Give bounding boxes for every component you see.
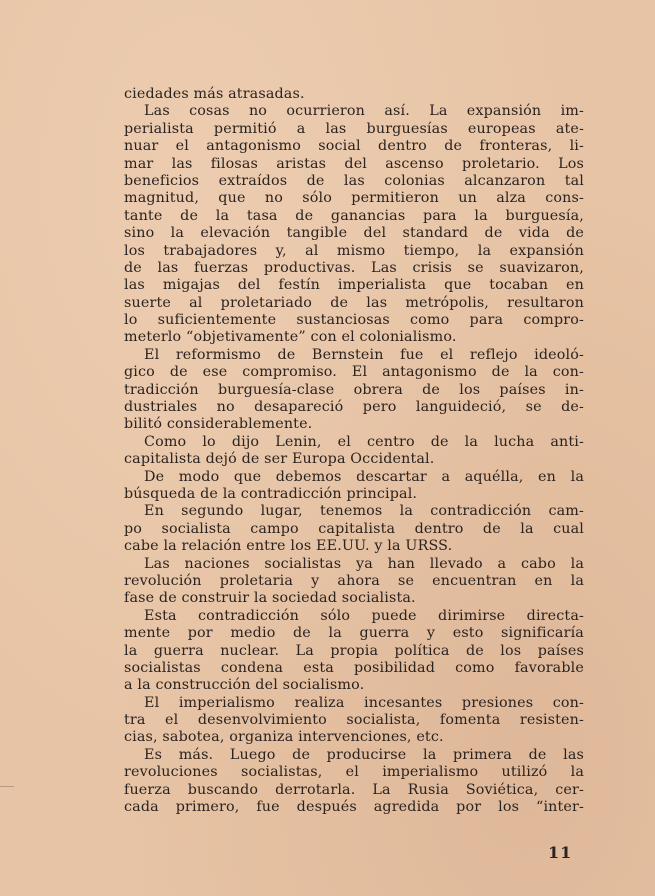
text-line: ciedades más atrasadas. (124, 86, 305, 102)
text-line: dustriales no desapareció pero languideció, se de- (124, 399, 584, 416)
body-text (124, 86, 584, 816)
text-line: Esta contradicción sólo puede dirimirse directa- (144, 607, 584, 624)
text-line: Las cosas no ocurrieron así. La expansión im- (144, 103, 584, 120)
text-line: las migajas del festín imperialista que tocaban en (124, 277, 584, 294)
text-line: suerte al proletariado de las metrópolis, resultaron (124, 294, 584, 311)
text-line: socialistas condena esta posibilidad como favorable (124, 659, 584, 676)
text-line: El imperialismo realiza incesantes presiones con- (144, 694, 584, 711)
text-line: El reformismo de Bernstein fue el reflejo ideoló- (144, 346, 584, 363)
text-line: Como lo dijo Lenin, el centro de la lucha anti- (144, 433, 584, 450)
text-line: de las fuerzas productivas. Las crisis se suavizaron, (124, 259, 584, 276)
text-line: nuar el antagonismo social dentro de fronteras, li- (124, 138, 584, 155)
text-line: De modo que debemos descartar a aquélla, en la (144, 468, 584, 485)
text-line: los trabajadores y, al mismo tiempo, la expansión (124, 242, 584, 259)
text-line: cada primero, fue después agredida por los “inter- (124, 799, 584, 816)
text-line: Las naciones socialistas ya han llevado a cabo la (144, 555, 584, 572)
text-line: a la construcción del socialismo. (124, 677, 365, 694)
text-line: sino la elevación tangible del standard de vida de (124, 225, 584, 242)
text-line: fuerza buscando derrotarla. La Rusia Soviética, cer- (124, 781, 584, 798)
text-line: revolución proletaria y ahora se encuentran en la (124, 572, 584, 589)
text-line: revoluciones socialistas, el imperialismo utilizó la (124, 764, 584, 781)
text-line: búsqueda de la contradicción principal. (124, 485, 418, 502)
text-line: cias, sabotea, organiza intervenciones, etc. (124, 729, 444, 746)
text-line: capitalista dejó de ser Europa Occidental. (124, 451, 435, 468)
text-line: Es más. Luego de producirse la primera de las (144, 746, 584, 763)
text-line: meterlo “objetivamente” con el colonialismo. (124, 329, 457, 346)
text-line: la guerra nuclear. La propia política de los países (124, 642, 584, 659)
text-line: cabe la relación entre los EE.UU. y la URSS. (124, 538, 453, 555)
page-number: 11 (548, 843, 573, 862)
text-line: tra el desenvolvimiento socialista, fomenta resisten- (124, 712, 584, 729)
text-line: lo suficientemente sustanciosas como para compro- (124, 312, 584, 329)
text-line: beneficios extraídos de las colonias alcanzaron tal (124, 172, 584, 189)
text-line: bilitó considerablemente. (124, 416, 313, 433)
text-line: En segundo lugar, tenemos la contradicción cam- (144, 503, 584, 520)
text-line: magnitud, que no sólo permitieron un alza cons- (124, 190, 584, 207)
text-line: perialista permitió a las burguesías europeas ate- (124, 120, 584, 137)
text-line: tante de la tasa de ganancias para la burguesía, (124, 207, 584, 224)
text-line: po socialista campo capitalista dentro de la cual (124, 520, 584, 537)
text-line: mar las filosas aristas del ascenso proletario. Los (124, 155, 584, 172)
text-line: mente por medio de la guerra y esto significaría (124, 625, 584, 642)
text-line: tradicción burguesía-clase obrera de los países in- (124, 381, 584, 398)
text-line: fase de construir la sociedad socialista. (124, 590, 416, 607)
margin-mark (0, 786, 14, 793)
text-line: gico de ese compromiso. El antagonismo de la con- (124, 364, 584, 381)
